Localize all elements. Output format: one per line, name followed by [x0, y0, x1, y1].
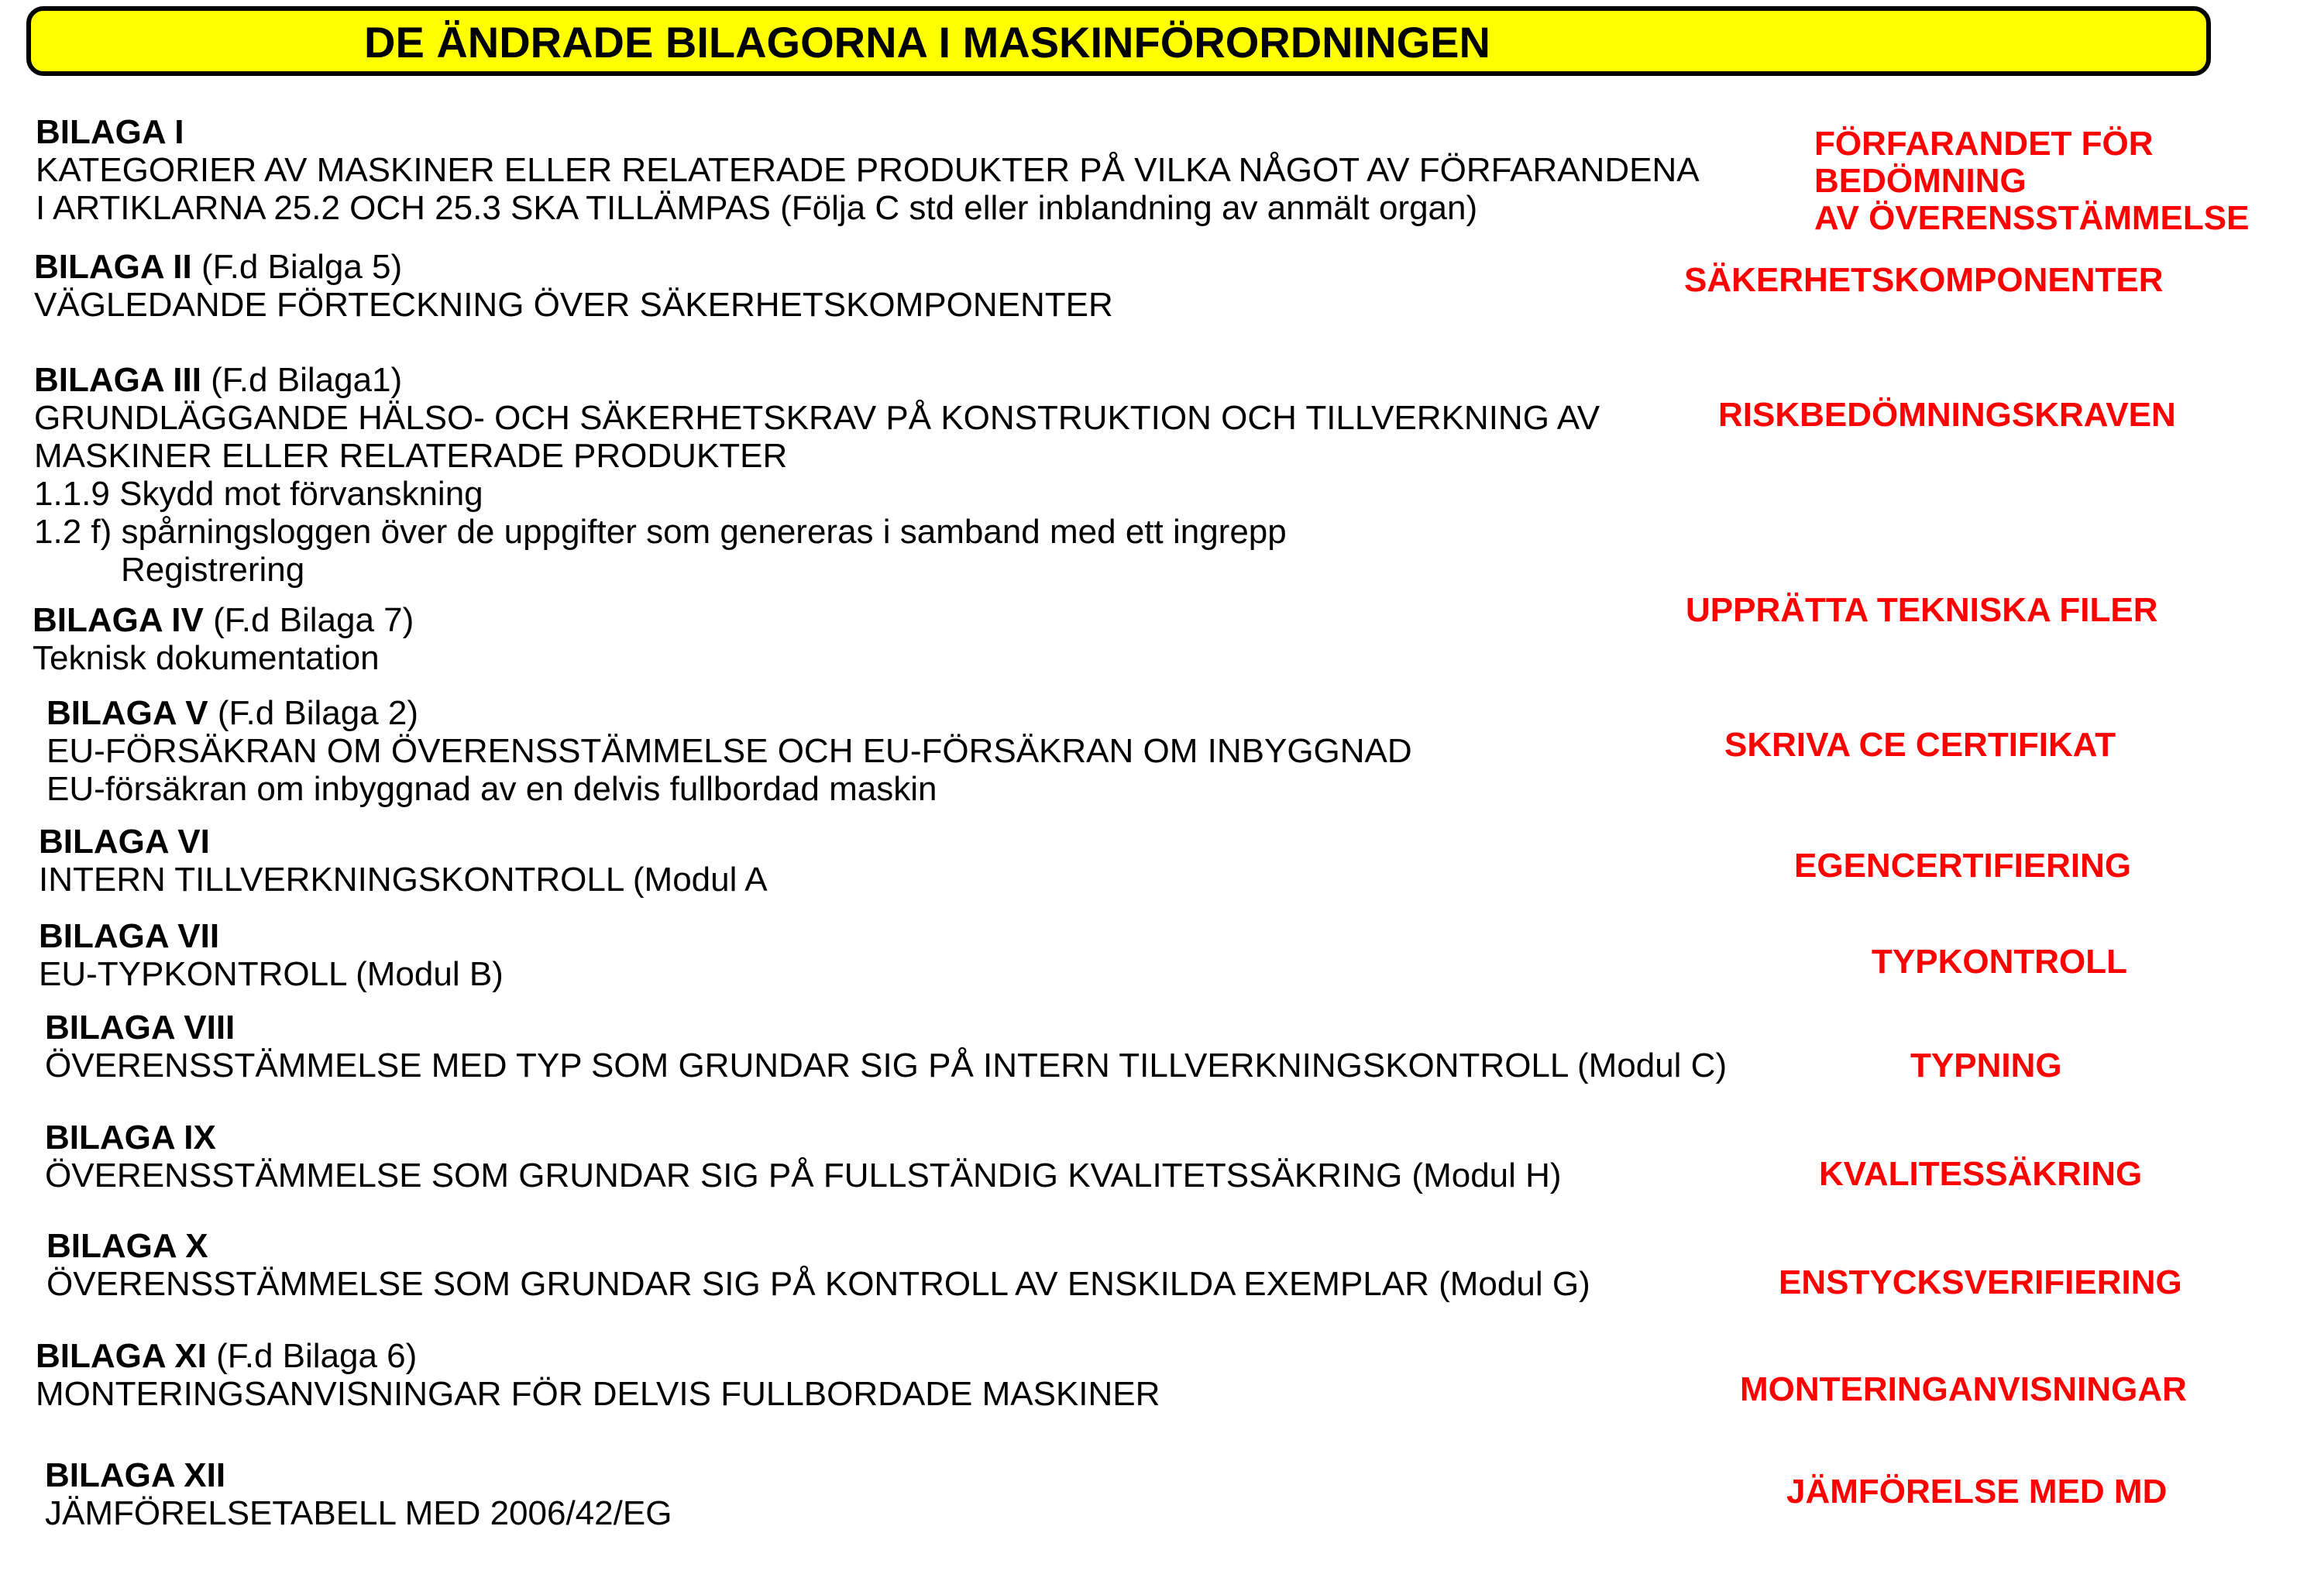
- bilaga-heading: BILAGA IV: [33, 601, 204, 639]
- bilaga-text: 1.2 f) spårningsloggen över de uppgifter som genereras i samband med ett ingrepp: [34, 513, 1287, 551]
- bilaga-heading: BILAGA II: [34, 248, 192, 286]
- bilaga-5-tag: [1724, 727, 2116, 764]
- bilaga-note: (F.d Bilaga 7): [213, 601, 414, 639]
- bilaga-note: (F.d Bilaga1): [211, 361, 403, 399]
- bilaga-text: EU-FÖRSÄKRAN OM ÖVERENSSTÄMMELSE OCH EU-FÖRSÄKRAN OM INBYGGNAD: [46, 732, 1412, 770]
- bilaga-1-tag: [1814, 125, 2249, 237]
- bilaga-11-tag: [1740, 1371, 2187, 1408]
- tag-line: ENSTYCKSVERIFIERING: [1779, 1263, 2182, 1301]
- bilaga-text: MASKINER ELLER RELATERADE PRODUKTER: [34, 437, 788, 475]
- bilaga-heading: BILAGA X: [46, 1227, 208, 1265]
- bilaga-1: [36, 113, 1700, 227]
- bilaga-6-tag: [1794, 847, 2131, 885]
- bilaga-2-tag: [1684, 262, 2164, 299]
- bilaga-text: ÖVERENSSTÄMMELSE MED TYP SOM GRUNDAR SIG PÅ INTERN TILLVERKNINGSKONTROLL (Modul C): [45, 1047, 1728, 1084]
- bilaga-7-tag: [1872, 944, 2127, 981]
- bilaga-6: [39, 823, 768, 899]
- bilaga-11: [36, 1337, 1160, 1413]
- bilaga-9: [45, 1119, 1562, 1194]
- bilaga-3: [34, 361, 1600, 589]
- bilaga-text: EU-TYPKONTROLL (Modul B): [39, 955, 504, 993]
- bilaga-10-tag: [1779, 1264, 2182, 1301]
- bilaga-12-tag: [1786, 1473, 2167, 1511]
- tag-line: JÄMFÖRELSE MED MD: [1786, 1473, 2168, 1511]
- bilaga-heading: BILAGA VII: [39, 917, 220, 955]
- bilaga-text: EU-försäkran om inbyggnad av en delvis fullbordad maskin: [46, 770, 937, 808]
- bilaga-text: ÖVERENSSTÄMMELSE SOM GRUNDAR SIG PÅ FULLSTÄNDIG KVALITETSSÄKRING (Modul H): [45, 1157, 1562, 1194]
- bilaga-text: ÖVERENSSTÄMMELSE SOM GRUNDAR SIG PÅ KONTROLL AV ENSKILDA EXEMPLAR (Modul G): [46, 1265, 1590, 1303]
- bilaga-10: [46, 1227, 1590, 1303]
- bilaga-8-tag: [1910, 1047, 2062, 1084]
- bilaga-heading-line: [36, 113, 1700, 151]
- tag-line: BEDÖMNING: [1814, 162, 2027, 200]
- bilaga-heading: BILAGA VIII: [45, 1009, 235, 1047]
- bilaga-note: (F.d Bilaga 2): [217, 694, 419, 732]
- bilaga-12: [45, 1456, 672, 1532]
- bilaga-8: [45, 1009, 1727, 1084]
- bilaga-text: INTERN TILLVERKNINGSKONTROLL (Modul A: [39, 861, 768, 899]
- bilaga-heading-line: [33, 601, 414, 639]
- tag-line: TYPNING: [1910, 1047, 2062, 1084]
- bilaga-heading: BILAGA I: [36, 113, 184, 151]
- tag-line: FÖRFARANDET FÖR: [1814, 125, 2154, 163]
- bilaga-heading: BILAGA V: [46, 694, 208, 732]
- title-banner: [26, 6, 2211, 76]
- bilaga-9-tag: [1819, 1156, 2142, 1193]
- tag-line: RISKBEDÖMNINGSKRAVEN: [1718, 396, 2176, 434]
- bilaga-4-tag: [1686, 592, 2157, 629]
- tag-line: UPPRÄTTA TEKNISKA FILER: [1686, 591, 2158, 629]
- bilaga-2: [34, 248, 1113, 324]
- bilaga-heading-line: [39, 917, 504, 955]
- bilaga-text: Teknisk dokumentation: [33, 639, 380, 677]
- bilaga-4: [33, 601, 414, 677]
- bilaga-heading-line: [36, 1337, 1160, 1375]
- bilaga-text: MONTERINGSANVISNINGAR FÖR DELVIS FULLBORDADE MASKINER: [36, 1375, 1160, 1413]
- tag-line: SÄKERHETSKOMPONENTER: [1684, 261, 2164, 299]
- bilaga-text: Registrering: [121, 551, 305, 589]
- bilaga-text: GRUNDLÄGGANDE HÄLSO- OCH SÄKERHETSKRAV PÅ KONSTRUKTION OCH TILLVERKNING AV: [34, 399, 1600, 437]
- bilaga-text: VÄGLEDANDE FÖRTECKNING ÖVER SÄKERHETSKOMPONENTER: [34, 286, 1113, 324]
- bilaga-heading-line: [45, 1119, 1562, 1157]
- bilaga-heading: BILAGA III: [34, 361, 201, 399]
- bilaga-heading: BILAGA VI: [39, 823, 210, 861]
- bilaga-7: [39, 917, 504, 993]
- bilaga-heading: BILAGA XII: [45, 1456, 226, 1494]
- page-title: DE ÄNDRADE BILAGORNA I MASKINFÖRORDNINGEN: [364, 18, 1490, 67]
- bilaga-heading-line: [45, 1456, 672, 1494]
- bilaga-note: (F.d Bialga 5): [201, 248, 403, 286]
- tag-line: SKRIVA CE CERTIFIKAT: [1724, 726, 2116, 764]
- bilaga-3-tag: [1718, 397, 2176, 434]
- bilaga-text: 1.1.9 Skydd mot förvanskning: [34, 475, 483, 513]
- bilaga-text: JÄMFÖRELSETABELL MED 2006/42/EG: [45, 1494, 672, 1532]
- bilaga-text: I ARTIKLARNA 25.2 OCH 25.3 SKA TILLÄMPAS (Följa C std eller inblandning av anmält organ): [36, 189, 1478, 227]
- tag-line: EGENCERTIFIERING: [1794, 847, 2132, 885]
- tag-line: AV ÖVERENSSTÄMMELSE: [1814, 199, 2250, 237]
- bilaga-note: (F.d Bilaga 6): [216, 1337, 418, 1375]
- tag-line: KVALITESSÄKRING: [1819, 1155, 2143, 1193]
- bilaga-heading-line: [46, 694, 1412, 732]
- bilaga-heading-line: [46, 1227, 1590, 1265]
- bilaga-heading-line: [34, 248, 1113, 286]
- bilaga-heading-line: [34, 361, 1600, 399]
- bilaga-heading-line: [45, 1009, 1727, 1047]
- bilaga-5: [46, 694, 1412, 808]
- bilaga-heading: BILAGA XI: [36, 1337, 207, 1375]
- tag-line: TYPKONTROLL: [1872, 943, 2127, 981]
- tag-line: MONTERINGANVISNINGAR: [1740, 1370, 2187, 1408]
- bilaga-heading-line: [39, 823, 768, 861]
- bilaga-heading: BILAGA IX: [45, 1119, 216, 1157]
- bilaga-text: KATEGORIER AV MASKINER ELLER RELATERADE PRODUKTER PÅ VILKA NÅGOT AV FÖRFARANDENA: [36, 151, 1700, 189]
